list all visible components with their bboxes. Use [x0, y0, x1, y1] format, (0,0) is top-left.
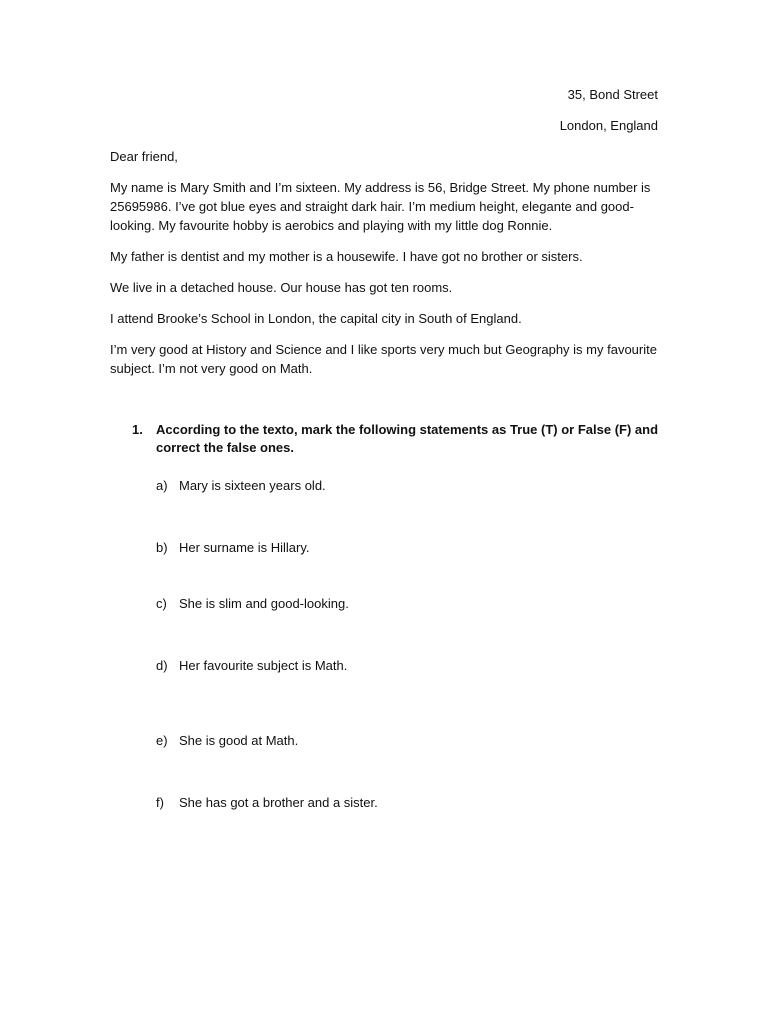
statement-text: Her favourite subject is Math.	[179, 658, 348, 673]
statement-item	[156, 539, 310, 557]
statement-marker: d)	[156, 658, 168, 673]
address-line-2: London, England	[559, 118, 658, 133]
statement-marker: c)	[156, 596, 167, 611]
statement-item	[156, 732, 298, 750]
statement-item	[156, 595, 349, 613]
statement-text: Mary is sixteen years old.	[179, 478, 326, 493]
statement-item	[156, 477, 326, 495]
address-line-1: 35, Bond Street	[567, 87, 658, 102]
paragraph-family: My father is dentist and my mother is a housewife. I have got no brother or sisters.	[110, 249, 583, 264]
question-instruction: According to the texto, mark the following statements as True (T) or False (F) and correct the false ones.	[156, 422, 659, 455]
paragraph-school: I attend Brooke’s School in London, the capital city in South of England.	[110, 311, 522, 326]
statement-marker: a)	[156, 478, 168, 493]
statement-text: Her surname is Hillary.	[179, 540, 310, 555]
paragraph-house: We live in a detached house. Our house has got ten rooms.	[110, 280, 453, 295]
statement-marker: f)	[156, 795, 164, 810]
paragraph-subjects: I’m very good at History and Science and I like sports very much but Geography is my favourite subject. I’m not very good on Math.	[110, 342, 657, 376]
statement-text: She is good at Math.	[179, 733, 299, 748]
statement-item	[156, 794, 378, 812]
exercise-section	[110, 421, 660, 810]
question-number: 1.	[132, 422, 143, 437]
statement-text: She has got a brother and a sister.	[179, 795, 378, 810]
paragraph-introduction: My name is Mary Smith and I’m sixteen. My address is 56, Bridge Street. My phone number is 25695986. I’ve got blue eyes and straight dark hair. I’m medium height, elegante and good-looking. My favourite hobby is aerobics and playing with my little dog Ronnie.	[110, 180, 651, 233]
statement-text: She is slim and good-looking.	[179, 596, 349, 611]
statement-marker: e)	[156, 733, 168, 748]
letter-body	[110, 147, 660, 390]
statement-marker: b)	[156, 540, 168, 555]
statement-item	[156, 657, 347, 675]
exercise-question	[110, 421, 660, 457]
salutation: Dear friend,	[110, 149, 178, 164]
